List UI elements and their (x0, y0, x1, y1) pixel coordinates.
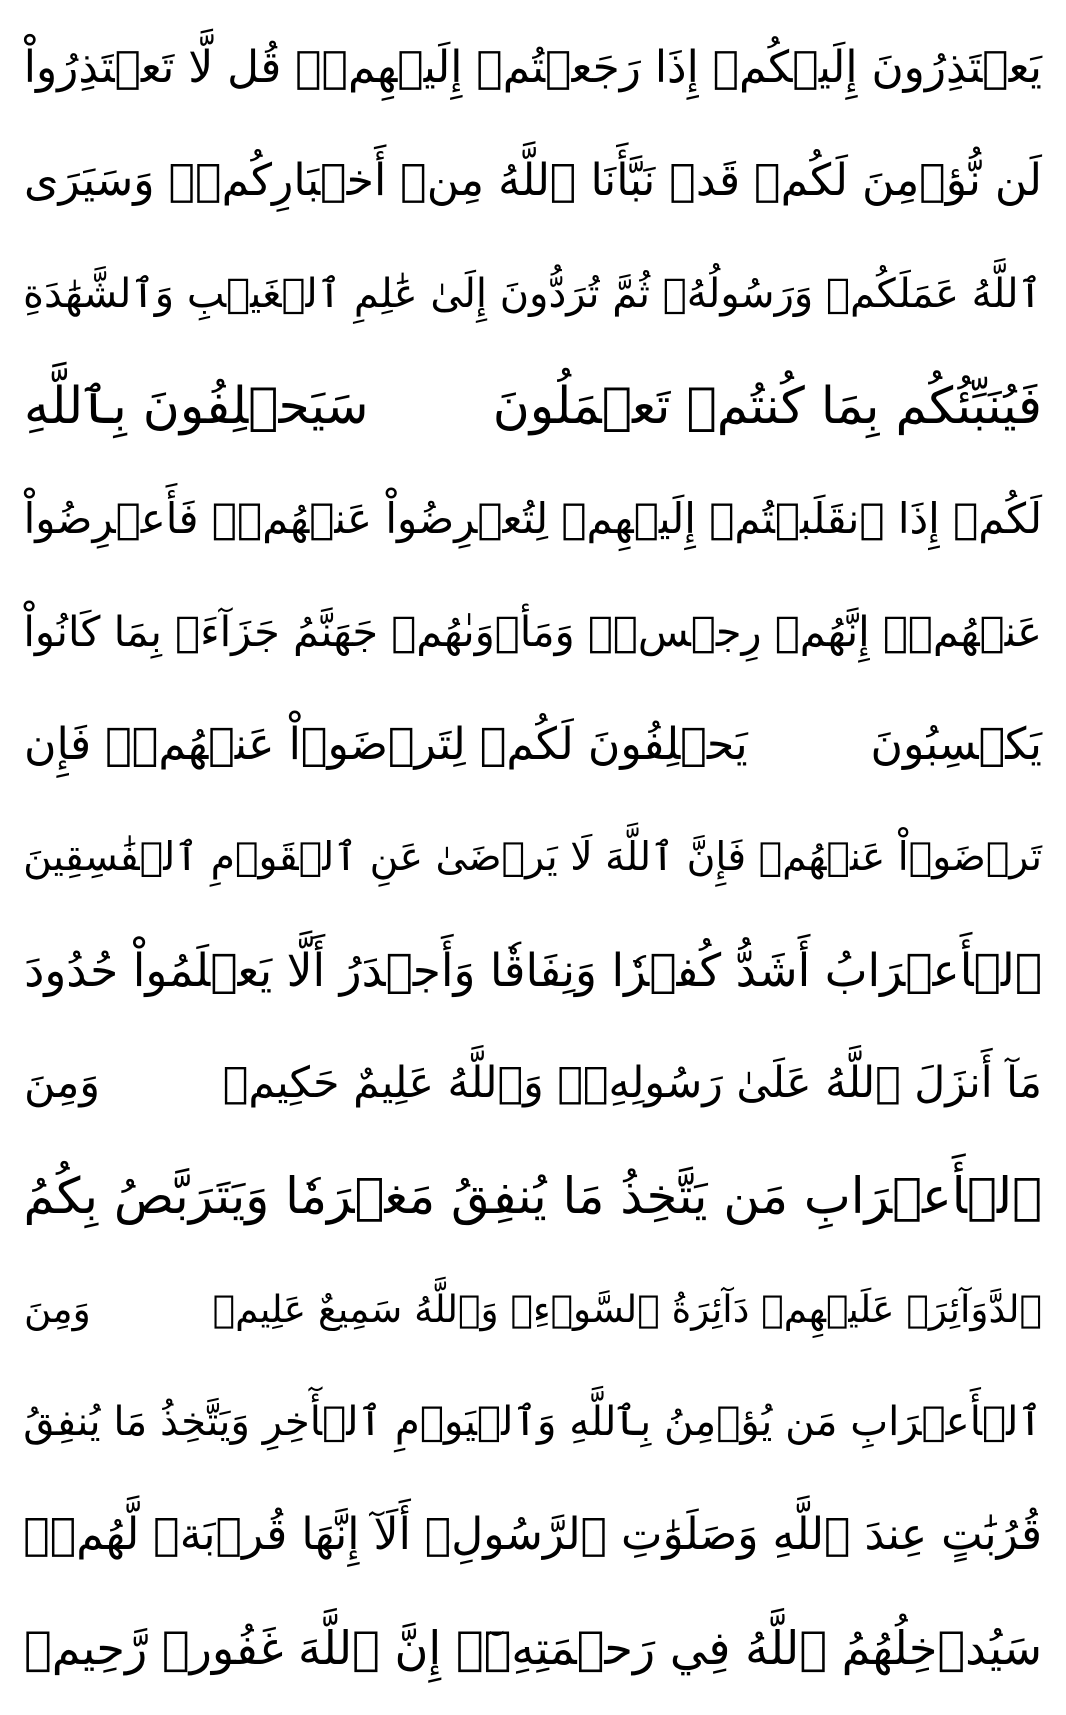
verse-line (22, 921, 1044, 1021)
verse-line (22, 244, 1044, 344)
line-text: ٱلۡأَعۡرَابِ مَن يَتَّخِذُ مَا يُنفِقُ مَغۡرَمٗا وَيَتَرَبَّصُ بِكُمُ (23, 1166, 1042, 1225)
line-text: سَيُدۡخِلُهُمُ ٱللَّهُ فِي رَحۡمَتِهِۦٓۚ إِنَّ ٱللَّهَ غَفُورٞ رَّحِيمٞ (24, 1620, 1042, 1675)
line-text-start: وَمِنَ (24, 1286, 91, 1331)
line-text: يَعۡتَذِرُونَ إِلَيۡكُمۡ إِذَا رَجَعۡتُمۡ إِلَيۡهِمۡۚ قُل لَّا تَعۡتَذِرُواْ (23, 42, 1042, 94)
verse-line (22, 1259, 1044, 1359)
verse-lines (22, 18, 1044, 1698)
verse-line (22, 1146, 1044, 1246)
line-text-start: سَيَحۡلِفُونَ بِٱللَّهِ (24, 376, 369, 436)
verse-line (22, 1598, 1044, 1698)
line-text: ٱللَّهُ عَمَلَكُمۡ وَرَسُولُهُۥ ثُمَّ تُرَدُّونَ إِلَىٰ عَٰلِمِ ٱلۡغَيۡبِ وَٱلشَّهَٰدَةِ (23, 270, 1042, 317)
verse-line (22, 582, 1044, 682)
line-text-end: فَيُنَبِّئُكُم بِمَا كُنتُمۡ تَعۡمَلُونَ (492, 376, 1042, 436)
line-text: تَرۡضَوۡاْ عَنۡهُمۡ فَإِنَّ ٱللَّهَ لَا يَرۡضَىٰ عَنِ ٱلۡقَوۡمِ ٱلۡفَٰسِقِينَ (23, 835, 1042, 881)
verse-line (22, 469, 1044, 569)
verse-line (22, 18, 1044, 118)
verse-line (22, 808, 1044, 908)
verse-line (22, 1485, 1044, 1585)
line-text: ٱلۡأَعۡرَابِ مَن يُؤۡمِنُ بِٱللَّهِ وَٱلۡيَوۡمِ ٱلۡأٓخِرِ وَيَتَّخِذُ مَا يُنفِقُ (23, 1398, 1042, 1445)
verse-line (22, 357, 1044, 457)
line-text-end: ٱلدَّوَآئِرَۚ عَلَيۡهِمۡ دَآئِرَةُ ٱلسَّوۡءِۗ وَٱللَّهُ سَمِيعٌ عَلِيمٞ (212, 1286, 1042, 1331)
verse-line (22, 1034, 1044, 1134)
line-text-start: وَمِنَ (24, 1058, 100, 1109)
verse-line (22, 695, 1044, 795)
line-text: عَنۡهُمۡۖ إِنَّهُمۡ رِجۡسٞۖ وَمَأۡوَىٰهُمۡ جَهَنَّمُ جَزَآءَۢ بِمَا كَانُواْ (23, 607, 1042, 657)
line-text-end: مَآ أَنزَلَ ٱللَّهُ عَلَىٰ رَسُولِهِۦۗ وَٱللَّهُ عَلِيمٌ حَكِيمٞ (222, 1058, 1042, 1109)
verse-line (22, 131, 1044, 231)
line-text: قُرُبَٰتٍ عِندَ ٱللَّهِ وَصَلَوَٰتِ ٱلرَّسُولِۚ أَلَآ إِنَّهَا قُرۡبَةٞ لَّهُمۡۚ (23, 1508, 1042, 1560)
line-text: ٱلۡأَعۡرَابُ أَشَدُّ كُفۡرٗا وَنِفَاقٗا وَأَجۡدَرُ أَلَّا يَعۡلَمُواْ حُدُودَ (24, 944, 1042, 997)
verse-line (22, 1372, 1044, 1472)
line-text: لَكُمۡ إِذَا ٱنقَلَبۡتُمۡ إِلَيۡهِمۡ لِتُعۡرِضُواْ عَنۡهُمۡۖ فَأَعۡرِضُواْ (23, 494, 1042, 544)
line-text-start: يَحۡلِفُونَ لَكُمۡ لِتَرۡضَوۡاْ عَنۡهُمۡۖ فَإِن (24, 718, 748, 770)
line-text-end: يَكۡسِبُونَ (870, 718, 1042, 770)
line-text: لَن نُّؤۡمِنَ لَكُمۡ قَدۡ نَبَّأَنَا ٱللَّهُ مِنۡ أَخۡبَارِكُمۡۚ وَسَيَرَى (23, 154, 1042, 206)
